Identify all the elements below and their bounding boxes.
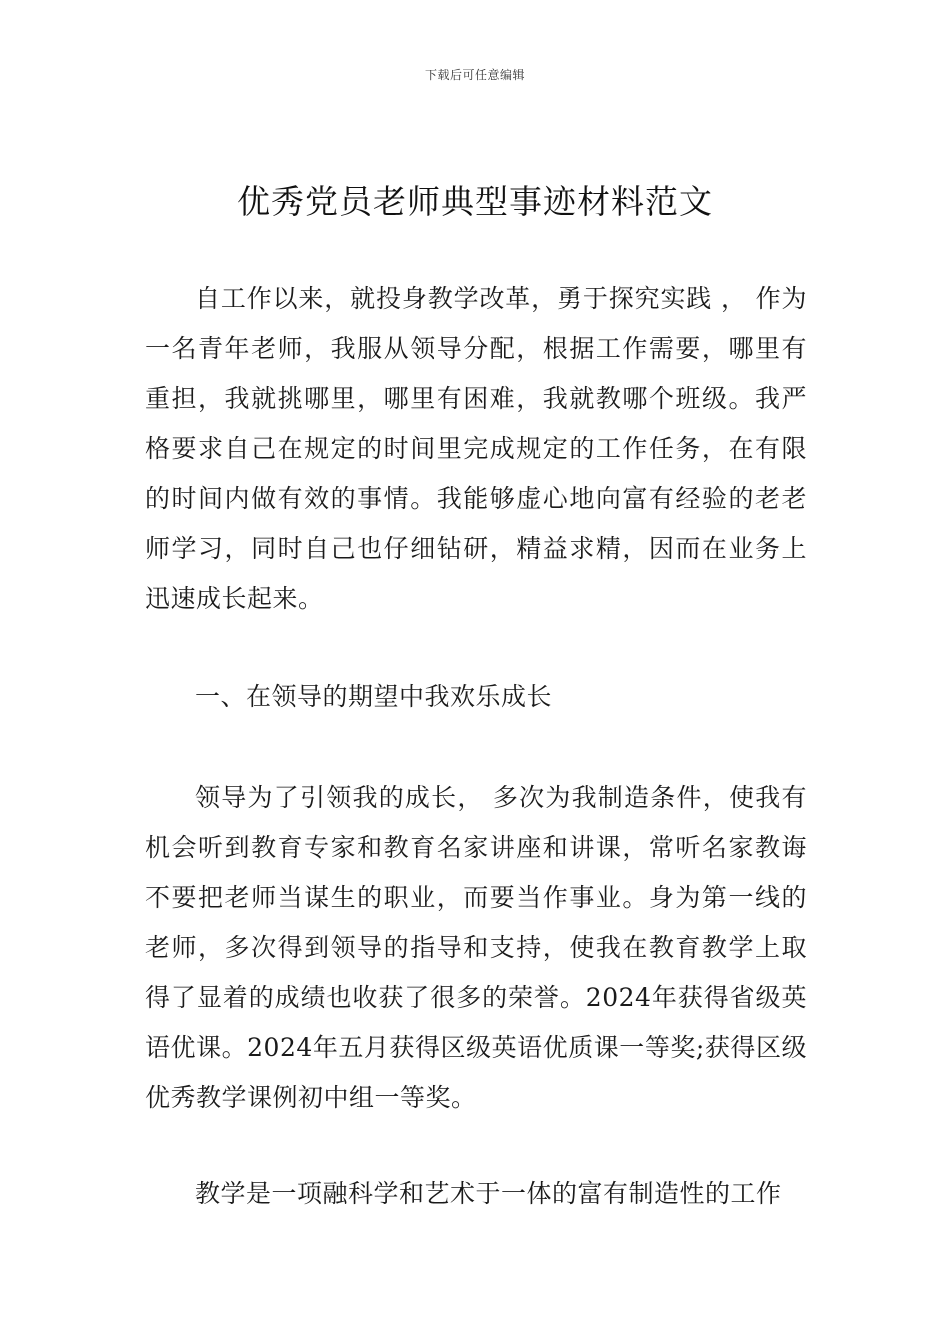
paragraph-leadership: 领导为了引领我的成长， 多次为我制造条件，使我有机会听到教育专家和教育名家讲座和讲课，常听名家教诲不要把老师当谋生的职业，而要当作事业。身为第一线的老师，多次得到领导的指导和支持，使我在教育教学上取得了显着的成绩也收获了很多的荣誉。2024年获得省级英语优课。2024年五月获得区级英语优质课一等奖;获得区级优秀教学课例初中组一等奖。 xyxy=(145,783,807,1112)
paragraph-intro: 自工作以来，就投身教学改革，勇于探究实践 ， 作为一名青年老师，我服从领导分配，根据工作需要，哪里有重担，我就挑哪里，哪里有困难，我就教哪个班级。我严格要求自己在规定的时间里完成规定的工作任务，在有限的时间内做有效的事情。我能够虚心地向富有经验的老老师学习，同时自己也仔细钻研，精益求精，因而在业务上迅速成长起来。 xyxy=(145,284,807,613)
paragraph-teaching: 教学是一项融科学和艺术于一体的富有制造性的工作 xyxy=(195,1179,782,1208)
header-note: 下载后可任意编辑 xyxy=(424,68,525,82)
document-title: 优秀党员老师典型事迹材料范文 xyxy=(237,182,713,221)
section-heading: 一、在领导的期望中我欢乐成长 xyxy=(195,682,553,711)
